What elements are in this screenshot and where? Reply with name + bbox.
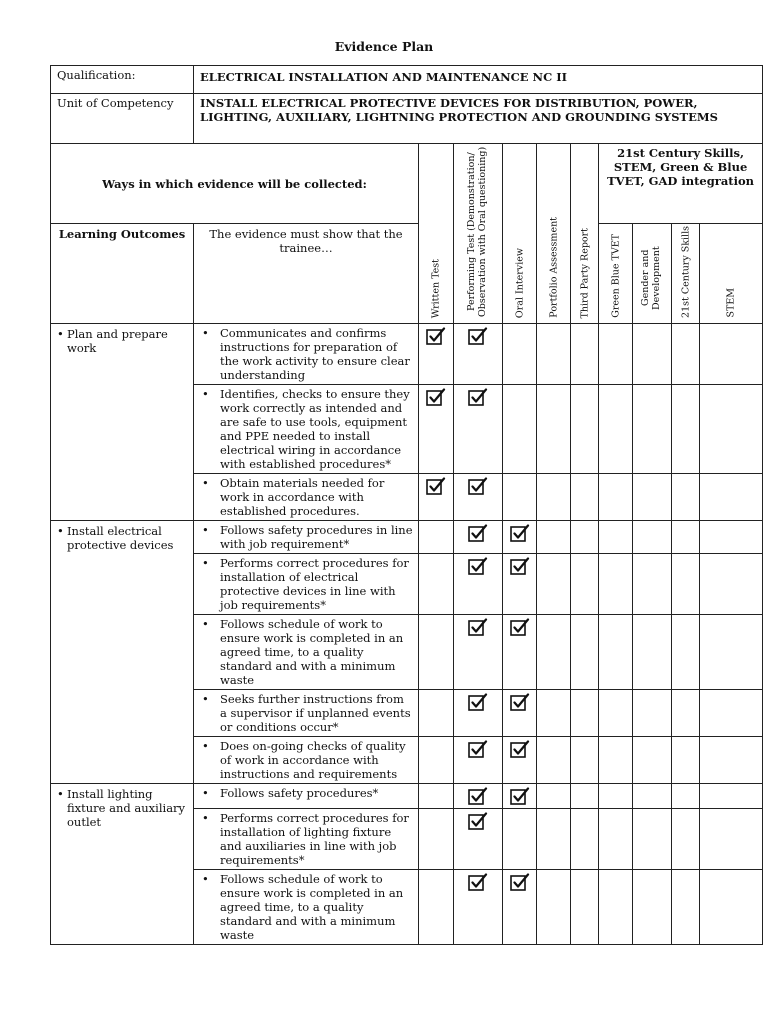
bullet: • [202,476,209,490]
integration-cell [672,385,700,474]
method-cell [503,385,537,474]
method-cell [537,870,571,945]
method-cell [537,690,571,737]
method-header-third-party [571,144,599,324]
method-cell [571,809,599,870]
method-cell [454,554,503,615]
evidence-text: Follows safety procedures in line with job requirement* [220,523,413,551]
method-cell [419,324,454,385]
integration-cell [599,474,633,521]
evidence-plan-table [50,65,763,945]
method-header-performing-test [454,144,503,324]
integration-group-heading: 21st Century Skills, STEM, Green & Blue TVET, GAD integration [599,144,763,224]
method-cell [503,474,537,521]
method-cell [454,521,503,554]
method-cell [503,809,537,870]
bullet: • [202,872,209,886]
ways-heading: Ways in which evidence will be collected: [51,144,419,224]
evidence-text: Performs correct procedures for installation of lighting fixture and auxiliaries in line with job requirements* [220,811,409,867]
method-header-oral-interview [503,144,537,324]
bullet: • [202,326,209,340]
method-cell [419,554,454,615]
integration-header-label: Green Blue TVET [610,234,621,318]
method-cell [419,690,454,737]
evidence-cell [194,385,419,474]
evidence-text: Follows schedule of work to ensure work is completed in an agreed time, to a quality standard and with a minimum waste [220,617,404,687]
method-header-label: Portfolio Assessment [548,217,559,318]
method-header-portfolio [537,144,571,324]
method-cell [454,474,503,521]
learning-outcome-text: Install lighting fixture and auxiliary outlet [67,787,186,829]
integration-header-21st [672,224,700,324]
method-cell [454,324,503,385]
integration-cell [633,521,672,554]
evidence-heading: The evidence must show that the trainee… [194,224,419,324]
checked-box-icon [426,395,446,409]
method-cell [537,615,571,690]
learning-outcome-cell [51,784,194,945]
bullet: • [202,617,209,631]
integration-cell [672,554,700,615]
method-cell [419,784,454,809]
method-cell [537,521,571,554]
evidence-cell [194,615,419,690]
evidence-text: Identifies, checks to ensure they work correctly as intended and are safe to use tools, equipment and PPE needed to install electrical wiring in accordance with established procedures* [220,387,410,471]
bullet: • [202,523,209,537]
integration-cell [599,385,633,474]
evidence-cell [194,324,419,385]
checked-box-icon [510,564,530,578]
qualification-value: ELECTRICAL INSTALLATION AND MAINTENANCE NC II [194,66,763,94]
integration-cell [700,474,763,521]
integration-cell [599,809,633,870]
evidence-cell [194,870,419,945]
checked-box-icon [468,334,488,348]
unit-value: INSTALL ELECTRICAL PROTECTIVE DEVICES FOR DISTRIBUTION, POWER, LIGHTING, AUXILIARY, LIGHTNING PROTECTION AND GROUNDING SYSTEMS [194,94,763,144]
evidence-text: Obtain materials needed for work in accordance with established procedures. [220,476,385,518]
checked-box-icon [468,395,488,409]
integration-cell [633,554,672,615]
method-cell [454,737,503,784]
learning-outcome-text: Install electrical protective devices [67,524,174,552]
integration-cell [672,737,700,784]
method-header-written-test [419,144,454,324]
evidence-cell [194,554,419,615]
integration-cell [672,784,700,809]
method-cell [454,615,503,690]
method-cell [419,737,454,784]
evidence-cell [194,737,419,784]
integration-cell [672,521,700,554]
evidence-cell [194,784,419,809]
integration-cell [700,324,763,385]
integration-header-green-blue [599,224,633,324]
evidence-text: Follows schedule of work to ensure work is completed in an agreed time, to a quality standard and with a minimum waste [220,872,404,942]
integration-cell [672,690,700,737]
integration-header-label: Gender and Development [640,246,662,310]
method-cell [537,784,571,809]
method-cell [503,784,537,809]
method-cell [454,809,503,870]
integration-cell [700,615,763,690]
evidence-row [51,521,763,554]
method-cell [454,870,503,945]
checked-box-icon [510,700,530,714]
integration-cell [700,784,763,809]
integration-cell [599,870,633,945]
integration-cell [599,615,633,690]
integration-cell [599,324,633,385]
checked-box-icon [468,531,488,545]
method-cell [571,615,599,690]
checked-box-icon [510,625,530,639]
bullet: • [57,524,64,538]
method-cell [571,521,599,554]
evidence-text: Seeks further instructions from a supervisor if unplanned events or conditions occur* [220,692,411,734]
integration-cell [599,521,633,554]
integration-cell [633,385,672,474]
method-cell [419,385,454,474]
unit-row [51,94,763,144]
method-cell [537,324,571,385]
integration-cell [672,870,700,945]
method-cell [571,554,599,615]
learning-outcome-cell [51,324,194,521]
evidence-cell [194,809,419,870]
method-cell [503,554,537,615]
method-cell [503,690,537,737]
integration-cell [672,474,700,521]
integration-cell [700,809,763,870]
evidence-cell [194,474,419,521]
bullet: • [202,786,209,800]
evidence-row [51,784,763,809]
method-header-label: Performing Test (Demonstration/ Observation with Oral questioning) [466,146,488,318]
integration-cell [633,870,672,945]
integration-cell [599,554,633,615]
checked-box-icon [468,747,488,761]
method-cell [537,385,571,474]
learning-outcome-text: Plan and prepare work [67,327,168,355]
checked-box-icon [468,564,488,578]
method-cell [419,474,454,521]
method-cell [537,737,571,784]
bullet: • [57,787,64,801]
method-cell [571,784,599,809]
integration-cell [599,737,633,784]
integration-cell [700,521,763,554]
method-cell [454,385,503,474]
method-cell [503,521,537,554]
checked-box-icon [468,794,488,808]
method-header-label: Oral Interview [514,247,525,318]
checked-box-icon [510,880,530,894]
method-cell [571,324,599,385]
method-cell [537,554,571,615]
integration-cell [672,809,700,870]
integration-header-label: STEM [725,288,737,318]
method-cell [503,870,537,945]
checked-box-icon [426,484,446,498]
bullet: • [202,387,209,401]
evidence-cell [194,690,419,737]
integration-cell [672,615,700,690]
unit-label: Unit of Competency [51,94,194,144]
method-cell [571,474,599,521]
checked-box-icon [510,747,530,761]
evidence-cell [194,521,419,554]
method-cell [454,690,503,737]
integration-header-stem [700,224,763,324]
method-header-label: Third Party Report [579,227,590,318]
integration-cell [633,324,672,385]
integration-cell [599,784,633,809]
method-cell [454,784,503,809]
evidence-text: Performs correct procedures for installation of electrical protective devices in line with job requirements* [220,556,409,612]
bullet: • [202,739,209,753]
method-cell [571,737,599,784]
method-cell [419,870,454,945]
checked-box-icon [468,484,488,498]
method-header-label: Written Test [430,258,442,318]
qualification-row [51,66,763,94]
integration-cell [633,737,672,784]
integration-cell [700,385,763,474]
checked-box-icon [468,819,488,833]
integration-cell [633,809,672,870]
checked-box-icon [468,625,488,639]
method-cell [419,615,454,690]
method-cell [419,521,454,554]
method-cell [503,615,537,690]
integration-header-gad [633,224,672,324]
bullet: • [57,327,64,341]
method-cell [571,870,599,945]
integration-cell [633,784,672,809]
method-cell [537,809,571,870]
checked-box-icon [468,880,488,894]
bullet: • [202,692,209,706]
qualification-label: Qualification: [51,66,194,94]
integration-header-label: 21st Century Skills [680,226,691,318]
integration-cell [700,690,763,737]
learning-outcomes-heading: Learning Outcomes [51,224,194,324]
column-heading-row [51,224,763,324]
method-cell [503,737,537,784]
integration-cell [672,324,700,385]
checked-box-icon [468,700,488,714]
evidence-text: Communicates and confirms instructions for preparation of the work activity to ensure clear understanding [220,326,410,382]
learning-outcome-cell [51,521,194,784]
integration-cell [599,690,633,737]
integration-cell [700,870,763,945]
method-cell [537,474,571,521]
checked-box-icon [510,531,530,545]
method-cell [571,385,599,474]
method-cell [571,690,599,737]
evidence-text: Does on-going checks of quality of work in accordance with instructions and requirements [220,739,406,781]
integration-cell [633,474,672,521]
checked-box-icon [510,794,530,808]
bullet: • [202,556,209,570]
checked-box-icon [426,334,446,348]
integration-cell [700,737,763,784]
method-cell [503,324,537,385]
ways-row [51,144,763,224]
integration-cell [700,554,763,615]
method-cell [419,809,454,870]
integration-cell [633,690,672,737]
integration-cell [633,615,672,690]
evidence-text: Follows safety procedures* [220,786,379,800]
document-title: Evidence Plan [334,39,434,54]
evidence-row [51,324,763,385]
bullet: • [202,811,209,825]
